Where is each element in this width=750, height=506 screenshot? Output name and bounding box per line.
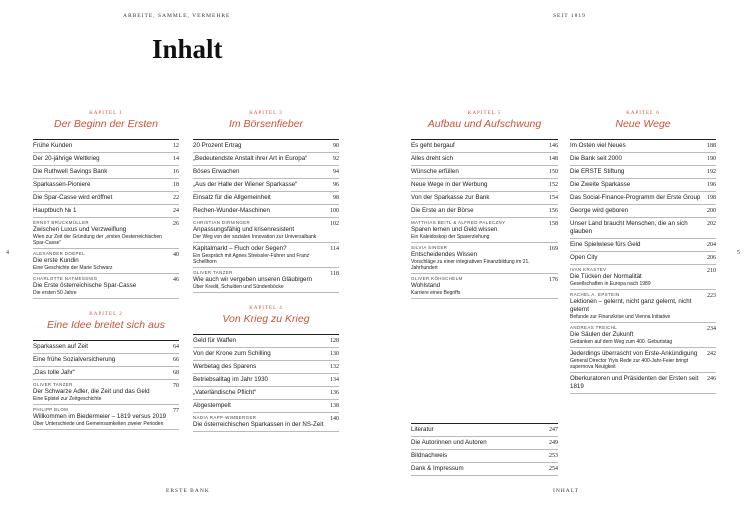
toc-entry <box>33 341 179 354</box>
entry-title: Sparkassen auf Zeit <box>33 343 89 350</box>
entry-page-number: 24 <box>173 208 179 214</box>
footer-right: INHALT <box>553 488 579 494</box>
toc-entry <box>193 179 339 192</box>
entry-title: Lektionen – gelernt, nicht ganz gelernt, nicht gelernt <box>570 298 692 313</box>
entry-title: Die Autorinnen und Autoren <box>411 439 487 446</box>
toc-entry-text <box>411 142 549 150</box>
toc-entry-text <box>193 155 333 163</box>
toc-entry <box>411 153 558 166</box>
entry-page-number: 12 <box>173 143 179 149</box>
toc-entry-text <box>33 194 173 202</box>
toc-entry <box>411 450 558 463</box>
entry-subtitle: Gedanken auf dem Weg zum 400. Geburtstag <box>570 339 673 345</box>
toc-entry-text <box>570 155 707 163</box>
entry-page-number: 70 <box>173 383 179 389</box>
toc-entry <box>193 153 339 166</box>
toc-entry-text <box>193 402 330 410</box>
entry-title: Abgestempelt <box>193 402 231 409</box>
entry-page-number: 140 <box>330 416 339 422</box>
toc-entry-text <box>411 194 549 202</box>
toc-entry-text <box>33 220 173 246</box>
toc-entry <box>570 179 716 192</box>
toc-entry <box>411 274 558 299</box>
toc-entry <box>570 192 716 205</box>
toc-entry-text <box>411 245 549 271</box>
toc-entry-text <box>570 325 707 345</box>
entry-subtitle: General Director Yiyis Rede zur 400-Jahr-Feier bringt supernova Neuigkeit <box>570 358 689 370</box>
toc-entry-text <box>570 254 707 262</box>
chapter-kicker: KAPITEL 5 <box>467 111 502 116</box>
entry-page-number: 190 <box>707 156 716 162</box>
toc-entry-text <box>411 439 549 447</box>
entry-title: Kapitalmarkt – Fluch oder Segen? <box>193 245 287 252</box>
chapter-5 <box>411 111 558 299</box>
entry-author: MATTHIAS BEITL & ALFRED PALECZNY <box>411 220 506 225</box>
entry-author: ERNST BRUCKMÜLLER <box>33 220 90 225</box>
toc-entry-text <box>33 181 173 189</box>
entry-page-number: 114 <box>330 246 339 252</box>
toc-entry <box>33 205 179 218</box>
toc-entry <box>570 218 716 239</box>
entry-title: Böses Erwachen <box>193 168 240 175</box>
toc-entry <box>33 153 179 166</box>
entry-page-number: 46 <box>173 277 179 283</box>
toc-entry-text <box>33 382 173 402</box>
entry-page-number: 169 <box>549 246 558 252</box>
toc-entry <box>570 348 716 373</box>
toc-entry <box>411 424 558 437</box>
entry-page-number: 18 <box>173 182 179 188</box>
toc-entry-text <box>193 337 330 345</box>
entry-author: SILVIA SINGER <box>411 245 448 250</box>
toc-entry-text <box>570 207 707 215</box>
toc-entry <box>193 335 339 348</box>
footer-left: ERSTE BANK <box>166 488 210 494</box>
toc-entry-text <box>33 276 173 296</box>
entry-author: ALEXANDER DOEPEL <box>33 251 86 256</box>
entry-subtitle: Ein Kaleidoskop der Sparerziehung <box>411 234 490 240</box>
entry-page-number: 100 <box>330 208 339 214</box>
entry-page-number: 94 <box>333 169 339 175</box>
toc-entry <box>570 166 716 179</box>
toc-entry-text <box>193 376 330 384</box>
entry-page-number: 92 <box>333 156 339 162</box>
chapter-title: Von Krieg zu Krieg <box>222 313 310 325</box>
entry-author: CHRISTIAN DIRNINGER <box>193 220 251 225</box>
toc-entry-text <box>570 350 707 370</box>
entry-title: Willkommen im Biedermeier – 1819 versus 2019 <box>33 413 167 420</box>
entry-page-number: 154 <box>549 195 558 201</box>
toc-entry <box>411 140 558 153</box>
entry-title: George wird geboren <box>570 207 629 214</box>
entry-subtitle: Wien zur Zeit der Gründung der „ersten Oesterreichischen Spar-Casse“ <box>33 234 162 246</box>
entry-page-number: 16 <box>173 169 179 175</box>
entry-title: Die Erste österreichische Spar-Casse <box>33 282 137 289</box>
entry-author: IVAN KRASTEV <box>570 267 607 272</box>
toc-entry-text <box>33 168 173 176</box>
toc-entry <box>411 179 558 192</box>
entry-page-number: 246 <box>707 376 716 382</box>
entry-page-number: 22 <box>173 195 179 201</box>
entry-title: Wünsche erfüllen <box>411 168 459 175</box>
chapter-kicker: KAPITEL 1 <box>89 111 123 116</box>
toc-entry-text <box>193 270 330 290</box>
entry-page-number: 202 <box>707 221 716 227</box>
toc-entry-text <box>570 241 707 249</box>
entry-page-number: 206 <box>707 255 716 261</box>
entry-page-number: 188 <box>707 143 716 149</box>
toc-entry <box>411 437 558 450</box>
toc-entry <box>411 192 558 205</box>
entry-title: Von der Krone zum Schilling <box>193 350 271 357</box>
entry-page-number: 128 <box>330 338 339 344</box>
toc-entry <box>411 218 558 243</box>
entry-title: Literatur <box>411 426 434 433</box>
entry-page-number: 102 <box>330 221 339 227</box>
toc-entry <box>193 268 339 293</box>
chapter-title: Im Börsenfieber <box>228 118 304 130</box>
entry-page-number: 98 <box>333 195 339 201</box>
toc-entry <box>33 140 179 153</box>
entry-title: Die ERSTE Stiftung <box>570 168 625 175</box>
entry-title: Open City <box>570 254 598 261</box>
toc-entry-text <box>570 142 707 150</box>
entry-title: Frühe Kunden <box>33 142 73 149</box>
toc-entry <box>193 374 339 387</box>
entry-title: Betriebsalltag im Jahr 1930 <box>193 376 268 383</box>
chapter-6 <box>570 111 716 394</box>
toc-entry <box>193 166 339 179</box>
entry-page-number: 204 <box>707 242 716 248</box>
toc-entry-text <box>33 343 173 351</box>
entry-page-number: 176 <box>549 277 558 283</box>
toc-entry <box>193 348 339 361</box>
entry-page-number: 247 <box>549 427 558 433</box>
entry-author: OLIVER KÖHSCHELM <box>411 276 463 281</box>
toc-entry-text <box>411 207 549 215</box>
entry-title: „Das tolle Jahr“ <box>33 369 75 376</box>
entry-page-number: 242 <box>707 351 716 357</box>
entry-title: Einsatz für die Allgemeinheit <box>193 194 271 201</box>
toc-entry <box>193 413 339 432</box>
entry-page-number: 152 <box>549 182 558 188</box>
column-1 <box>33 111 179 430</box>
toc-entry-text <box>193 142 333 150</box>
toc-entry <box>33 179 179 192</box>
entry-author: NADIA RAPP-WIMBERGER <box>193 415 257 420</box>
toc-entry <box>411 463 558 476</box>
entry-title: Eine Spielwiese fürs Geld <box>570 241 641 248</box>
entry-page-number: 200 <box>707 208 716 214</box>
toc-entry <box>33 192 179 205</box>
toc-entry <box>33 354 179 367</box>
toc-entry <box>33 249 179 274</box>
entry-page-number: 40 <box>173 252 179 258</box>
chapter-title: Der Beginn der Ersten <box>54 118 158 130</box>
entry-title: Geld für Waffen <box>193 337 236 344</box>
entry-title: Unser Land braucht Menschen, die an sich glauben <box>570 220 688 235</box>
entry-subtitle: Eine Geschichte der Marie Schwarz <box>33 265 113 271</box>
toc-entry-text <box>570 267 707 287</box>
entry-page-number: 14 <box>173 156 179 162</box>
entry-page-number: 68 <box>173 370 179 376</box>
toc-entry-text <box>570 375 707 391</box>
toc-entry-text <box>193 363 330 371</box>
toc-entry-text <box>33 207 173 215</box>
toc-entry-text <box>33 407 173 427</box>
page-number-left: 4 <box>6 250 9 256</box>
chapter-1 <box>33 111 179 299</box>
entry-title: Die Säulen der Zukunft <box>570 331 634 338</box>
entry-title: Eine frühe Sozialversicherung <box>33 356 116 363</box>
entry-author: RACHEL A. EPSTEIN <box>570 292 620 297</box>
column-2 <box>193 111 339 432</box>
entry-subtitle: Über Kredit, Schulden und Sündenböcke <box>193 284 284 290</box>
toc-entry <box>193 140 339 153</box>
toc-entry <box>570 323 716 348</box>
toc-entry <box>33 218 179 249</box>
entry-subtitle: Die ersten 50 Jahre <box>33 290 77 296</box>
entry-page-number: 96 <box>333 182 339 188</box>
toc-entry <box>33 380 179 405</box>
entry-subtitle: Ein Gespräch mit Agnes Streissler-Führer und Franz Schellhorn <box>193 253 310 265</box>
entry-title: Die Erste an der Börse <box>411 207 474 214</box>
chapter-kicker: KAPITEL 3 <box>249 111 283 116</box>
entry-title: „Bedeutendste Anstalt ihrer Art in Europa“ <box>193 155 308 162</box>
appendix <box>411 423 558 476</box>
toc-entry-text <box>33 251 173 271</box>
entry-title: Wie auch wir vergeben unseren Gläubigern <box>193 276 313 283</box>
entry-page-number: 192 <box>707 169 716 175</box>
entry-title: Rechen-Wunder-Maschinen <box>193 207 270 214</box>
chapter-title: Eine Idee breitet sich aus <box>47 319 165 331</box>
toc-entry <box>570 252 716 265</box>
toc-entry <box>411 243 558 274</box>
toc-entry-text <box>193 181 333 189</box>
entry-page-number: 210 <box>707 268 716 274</box>
toc-entry-text <box>193 389 330 397</box>
running-head-left: ARBEITE, SAMMLE, VERMEHRE <box>123 13 231 19</box>
toc-entry <box>193 400 339 413</box>
toc-entry <box>411 166 558 179</box>
entry-author: OLIVER TANZER <box>33 382 73 387</box>
entry-page-number: 223 <box>707 293 716 299</box>
running-head-right: SEIT 1819 <box>553 13 586 19</box>
entry-title: Die Bank seit 2000 <box>570 155 622 162</box>
entry-page-number: 158 <box>549 221 558 227</box>
toc-entry-text <box>411 168 549 176</box>
entry-title: Die Spar-Casse wird eröffnet <box>33 194 113 201</box>
toc-entry-text <box>193 207 330 215</box>
entry-subtitle: Vorschläge zu einer integrativen Finanzbildung im 21. Jahrhundert <box>411 259 530 271</box>
toc-entry <box>570 140 716 153</box>
entry-title: Sparkassen-Pioniere <box>33 181 91 188</box>
toc-entry-text <box>193 415 330 429</box>
entry-subtitle: Eine Epistel zur Zeitgeschichte <box>33 396 102 402</box>
toc-entry-text <box>193 220 330 240</box>
entry-page-number: 118 <box>330 271 339 277</box>
chapter-kicker: KAPITEL 2 <box>89 312 123 317</box>
entry-title: Im Osten viel Neues <box>570 142 626 149</box>
toc-entry <box>193 205 339 218</box>
toc-entry <box>570 153 716 166</box>
entry-title: Die Zweite Sparkasse <box>570 181 631 188</box>
entry-title: Anpassungsfähig und krisenresistent <box>193 226 295 233</box>
toc-entry <box>33 367 179 380</box>
entry-page-number: 156 <box>549 208 558 214</box>
entry-page-number: 249 <box>549 440 558 446</box>
toc-entry <box>193 387 339 400</box>
chapter-3 <box>193 111 339 293</box>
entry-title: Zwischen Luxus und Verzweiflung <box>33 226 127 233</box>
toc-entry-text <box>193 350 330 358</box>
chapter-2 <box>33 312 179 430</box>
entry-title: Hauptbuch № 1 <box>33 207 77 214</box>
entry-page-number: 66 <box>173 357 179 363</box>
entry-title: „Vaterländische Pflicht“ <box>193 389 257 396</box>
entry-title: 20 Prozent Ertrag <box>193 142 242 149</box>
entry-page-number: 64 <box>173 344 179 350</box>
entry-title: Sparen lernen und Geld wissen <box>411 226 498 233</box>
page-number-right: 5 <box>737 250 740 256</box>
chapter-title: Neue Wege <box>615 118 671 130</box>
entry-title: Das Social-Finance-Programm der Erste Group <box>570 194 701 201</box>
toc-entry-text <box>411 276 549 296</box>
entry-title: Dank & Impressum <box>411 465 464 472</box>
toc-entry-text <box>33 142 173 150</box>
entry-title: Von der Sparkasse zur Bank <box>411 194 490 201</box>
entry-author: PHILIPP BLOM <box>33 407 69 412</box>
toc-entry <box>570 239 716 252</box>
entry-author: ANDREAS TREICHL <box>570 325 618 330</box>
toc-entry-text <box>411 155 549 163</box>
toc-entry-text <box>411 465 549 473</box>
entry-title: Jederdings überrascht von Erste-Ankündigung <box>570 350 698 357</box>
entry-page-number: 130 <box>330 351 339 357</box>
toc-entry-text <box>193 245 330 265</box>
entry-page-number: 136 <box>330 390 339 396</box>
column-4 <box>570 111 716 394</box>
toc-entry <box>193 218 339 243</box>
entry-page-number: 253 <box>549 453 558 459</box>
entry-title: Der 20-jährige Weltkrieg <box>33 155 100 162</box>
chapter-title: Aufbau und Aufschwung <box>427 118 542 130</box>
entry-page-number: 198 <box>707 195 716 201</box>
entry-page-number: 138 <box>330 403 339 409</box>
entry-subtitle: Befunde zur Finanzkrise und Vienna Initiative <box>570 314 671 320</box>
entry-page-number: 90 <box>333 143 339 149</box>
entry-title: Alles dreht sich <box>411 155 453 162</box>
entry-page-number: 254 <box>549 466 558 472</box>
entry-title: Werbetag des Sparens <box>193 363 257 370</box>
toc-entry-text <box>193 194 333 202</box>
entry-title: Die Tücken der Normalität <box>570 273 642 280</box>
entry-page-number: 150 <box>549 169 558 175</box>
toc-entry-text <box>570 194 707 202</box>
toc-entry-text <box>33 155 173 163</box>
entry-page-number: 234 <box>707 326 716 332</box>
toc-entry <box>33 166 179 179</box>
chapter-4 <box>193 306 339 432</box>
toc-entry-text <box>193 168 333 176</box>
entry-title: Neue Wege in der Werbung <box>411 181 488 188</box>
toc-entry-text <box>33 356 173 364</box>
entry-page-number: 134 <box>330 377 339 383</box>
toc-entry <box>570 373 716 394</box>
entry-title: Entscheidendes Wissen <box>411 251 478 258</box>
toc-entry-text <box>570 292 707 320</box>
entry-title: Die Ruthwell Savings Bank <box>33 168 108 175</box>
toc-entry-text <box>411 181 549 189</box>
entry-title: Die erste Kundin <box>33 257 79 264</box>
entry-title: Wohlstand <box>411 282 441 289</box>
toc-entry <box>193 361 339 374</box>
toc-entry <box>411 205 558 218</box>
entry-page-number: 196 <box>707 182 716 188</box>
page-title: Inhalt <box>152 34 223 64</box>
entry-subtitle: Über Unterschiede und Gemeinsamkeiten zweier Perioden <box>33 421 164 427</box>
entry-title: Es geht bergauf <box>411 142 455 149</box>
entry-page-number: 132 <box>330 364 339 370</box>
entry-author: OLIVER TANZER <box>193 270 233 275</box>
entry-page-number: 26 <box>173 221 179 227</box>
toc-entry-text <box>570 220 707 236</box>
entry-subtitle: Karriere eines Begriffs <box>411 290 461 296</box>
toc-entry <box>33 405 179 430</box>
toc-entry <box>193 243 339 268</box>
entry-title: Der Schwarze Adler, die Zeit und das Geld <box>33 388 150 395</box>
toc-entry-text <box>33 369 173 377</box>
entry-page-number: 77 <box>173 408 179 414</box>
toc-entry <box>570 205 716 218</box>
toc-entry <box>193 192 339 205</box>
appendix-list <box>411 424 558 476</box>
entry-subtitle: Der Weg von der sozialen Innovation zur Universalbank <box>193 234 317 240</box>
entry-author: CHARLOTTE NATMESSNIG <box>33 276 98 281</box>
entry-page-number: 148 <box>549 156 558 162</box>
column-3 <box>411 111 558 299</box>
toc-entry-text <box>411 426 549 434</box>
toc-entry-text <box>411 452 549 460</box>
toc-entry-text <box>570 168 707 176</box>
toc-entry <box>570 290 716 323</box>
chapter-kicker: KAPITEL 4 <box>249 306 283 311</box>
entry-title: Bildnachweis <box>411 452 448 459</box>
entry-title: Oberkuratoren und Präsidenten der Ersten seit 1819 <box>570 375 699 390</box>
toc-entry <box>570 265 716 290</box>
toc-entry <box>33 274 179 299</box>
entry-title: „Aus der Halle der Wiener Sparkasse“ <box>193 181 298 188</box>
entry-page-number: 146 <box>549 143 558 149</box>
chapter-kicker: KAPITEL 6 <box>626 111 660 116</box>
entry-title: Die österreichischen Sparkassen in der NS-Zeit <box>193 421 324 428</box>
toc-entry-text <box>411 220 549 240</box>
toc-entry-text <box>570 181 707 189</box>
entry-subtitle: Gesellschaften in Europa nach 1989 <box>570 281 651 287</box>
